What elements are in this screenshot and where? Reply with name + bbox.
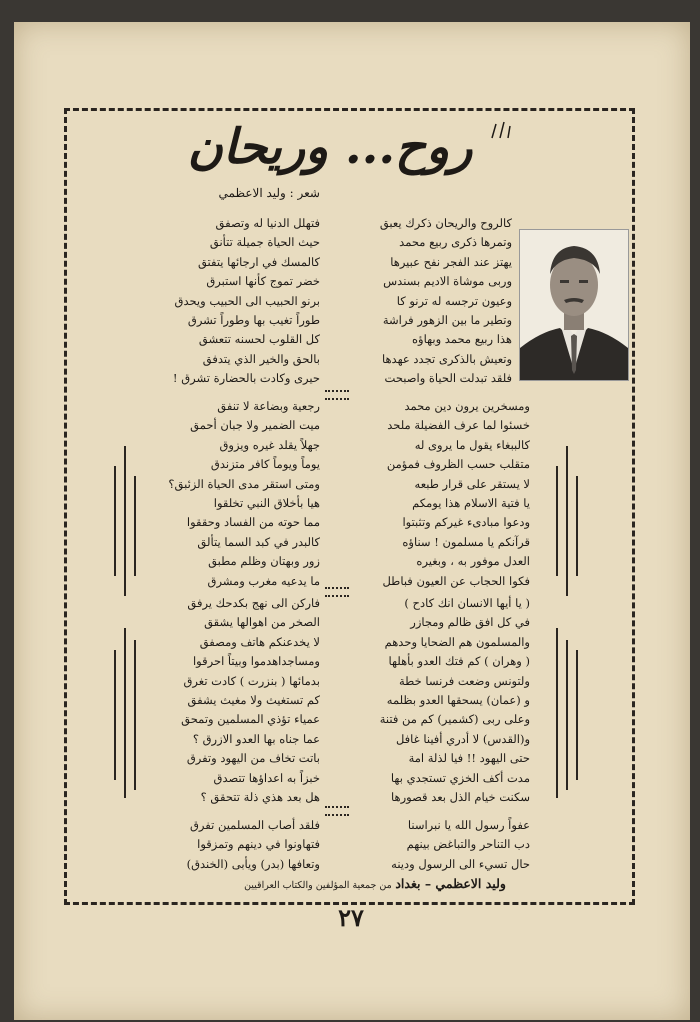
verse-line: والمسلمون هم الضحايا وحدهم [384, 634, 530, 649]
verse-line: عمياء تؤذي المسلمين وتمحق [181, 712, 320, 727]
verse-line: فلقد أصاب المسلمين تفرق [190, 818, 320, 832]
verse-line: بدمائها ( بنزرت ) كادت تغرق [183, 673, 320, 688]
title-ornament [490, 120, 520, 140]
signature-affiliation: من جمعية المؤلفين والكتاب العراقيين [244, 880, 392, 891]
verse-line: كم تستغيث ولا مغيث يشفق [187, 693, 320, 708]
verse-line: هل بعد هذي ذلة تتحقق ؟ [200, 790, 320, 805]
page-number: ٢٧ [338, 903, 364, 932]
verse-line: جهلاً يقلد غيره ويزوق [219, 437, 320, 452]
verse-line: برنو الحبيب الى الحبيب ويحدق [174, 293, 320, 308]
dashed-border-frame [64, 108, 635, 905]
left-column-stanza-2 [160, 397, 320, 591]
verse-line: هذا ربيع محمد وبهاؤه [411, 332, 512, 347]
verse-line: فكوا الحجاب عن العيون فباطل [382, 573, 530, 588]
verse-line: مدت أكف الخزي تستجدي بها [390, 770, 530, 785]
verse-line: رجعية وبضاعة لا تنفق [217, 399, 320, 413]
left-column-stanza-3 [160, 594, 320, 807]
left-column-stanza-1 [160, 214, 320, 389]
verse-line: فاركن الى نهج بكدحك يرفق [187, 596, 320, 610]
verse-line: وربى موشاة الاديم بسندس [383, 274, 512, 289]
verse-line: عما جناه بها العدو الازرق ؟ [192, 731, 320, 746]
verse-line: كل القلوب لحسنه تتعشق [198, 332, 320, 347]
right-column-stanza-3 [360, 594, 530, 807]
verse-line: خبزاً به اعداؤها تتصدق [213, 770, 320, 785]
verse-line: خسئوا لما عرف الفضيلة ملحد [387, 418, 530, 433]
left-margin-rule [114, 650, 116, 780]
right-column-stanza-1 [360, 214, 512, 389]
verse-line: ومساجداهدموا وبيتاً احرقوا [192, 654, 320, 669]
verse-line: هيا بأخلاق النبي تخلقوا [213, 496, 320, 511]
verse-line: مما حوته من الفساد وحققوا [186, 515, 320, 530]
right-margin-rule [556, 628, 558, 798]
right-margin-rule [576, 650, 578, 780]
verse-line: حال تسيء الى الرسول ودينه [391, 856, 530, 871]
left-column-stanza-4 [160, 816, 320, 874]
verse-line: بالحق والخير الذي يتدفق [202, 351, 320, 366]
verse-line: يا فتية الاسلام هذا يومكم [412, 496, 530, 511]
verse-line: سكنت خيام الذل بعد قصورها [391, 790, 530, 805]
verse-line: حيرى وكادت بالحضارة تشرق ! [172, 371, 320, 386]
right-column-stanza-2 [360, 397, 530, 591]
verse-line: قرآنكم يا مسلمون ! سناؤه [402, 534, 530, 549]
verse-line: باتت تخاف من اليهود وتفرق [186, 751, 320, 766]
verse-line: في كل افق ظالم ومجازر [410, 615, 530, 630]
footer-signature [140, 876, 610, 896]
verse-line: وعلى ربى (كشمير) كم من فتنة [379, 712, 530, 727]
verse-line: ولتونس وضعت فرنسا خطة [399, 673, 530, 688]
verse-line: و(القدس) لا أدري أفينا غافل [395, 731, 530, 746]
right-margin-rule [556, 466, 558, 576]
verse-line: كالببغاء يقول ما يروى له [414, 437, 530, 452]
author-byline: شعر : وليد الاعظمي [218, 186, 320, 200]
separator-dots [325, 390, 349, 400]
verse-line: وتمرها ذكرى ربيع محمد [399, 235, 512, 250]
left-margin-rule [124, 628, 126, 798]
verse-line: عفواً رسول الله يا نبراسنا [407, 818, 530, 832]
verse-line: وتعيش بالذكرى تجدد عهدها [381, 351, 512, 366]
verse-line: فتهلل الدنيا له وتصفق [215, 216, 320, 230]
right-margin-rule [566, 446, 568, 596]
verse-line: لا يخدعنكم هاتف ومصفق [199, 634, 320, 649]
verse-line: ومسخرين يرون دين محمد [404, 399, 530, 413]
verse-line: دب التناحر والتباغض بينهم [406, 837, 530, 852]
verse-line: العدل موفور به ، وبغيره [416, 554, 530, 569]
verse-line: فلقد تبدلت الحياة واصبحت [384, 371, 512, 386]
verse-line: ميت الضمير ولا جبان أحمق [190, 418, 320, 433]
separator-dots [325, 587, 349, 597]
left-margin-rule [114, 466, 116, 576]
verse-line: ما يدعيه مغرب ومشرق [207, 573, 320, 588]
verse-line: حيث الحياة جميلة تتأنق [209, 235, 320, 250]
verse-line: و (عمان) يسحقها العدو بظلمه [386, 693, 530, 708]
verse-line: وتعافها (بدر) ويأبى (الخندق) [186, 856, 320, 871]
left-margin-rule [134, 476, 136, 576]
verse-line: فتهاونوا في دينهم وتمزقوا [197, 837, 320, 852]
verse-line: يوماً ويوماً كافر متزندق [210, 457, 320, 472]
left-margin-rule [134, 640, 136, 790]
verse-line: ( وهران ) كم فتك العدو بأهلها [388, 654, 530, 669]
right-column-stanza-4 [360, 816, 530, 874]
separator-dots [325, 806, 349, 816]
signature-name: وليد الاعظمي – بغداد [395, 876, 506, 891]
right-margin-rule [576, 476, 578, 576]
right-margin-rule [566, 640, 568, 790]
verse-line: كالمسك في ارجائها يتفتق [197, 254, 320, 269]
verse-line: وعيون ترجسه له ترنو كا [396, 293, 512, 308]
verse-line: خضر تموج كأنها استبرق [206, 274, 320, 289]
verse-line: ومتى استقر مدى الحياة الزئبق؟ [168, 476, 320, 491]
verse-line: يهتز عند الفجر نفح عبيرها [390, 254, 512, 269]
verse-line: ودعوا مبادىء غيركم وتثبتوا [402, 515, 530, 530]
verse-line: كالروح والريحان ذكرك يعبق [379, 216, 512, 230]
verse-line: متقلب حسب الظروف فمؤمن [386, 457, 530, 472]
verse-line: لا يستقر على قرار طبعه [414, 476, 530, 491]
author-photo [519, 229, 629, 381]
verse-line: طوراً تغيب بها وطوراً تشرق [187, 313, 320, 328]
poem-title: روح... وريحان [187, 119, 473, 175]
verse-line: الصخر من اهوالها يشقق [204, 615, 320, 630]
verse-line: حتى اليهود !! فيا لذلة امة [408, 751, 530, 766]
verse-line: زور وبهتان وظلم مطبق [208, 554, 320, 569]
verse-line: وتطير ما بين الزهور فراشة [382, 313, 512, 328]
verse-line: كالبدر في كبد السما يتألق [197, 534, 320, 549]
verse-line: ( يا أيها الانسان انك كادح ) [404, 596, 530, 610]
left-margin-rule [124, 446, 126, 596]
